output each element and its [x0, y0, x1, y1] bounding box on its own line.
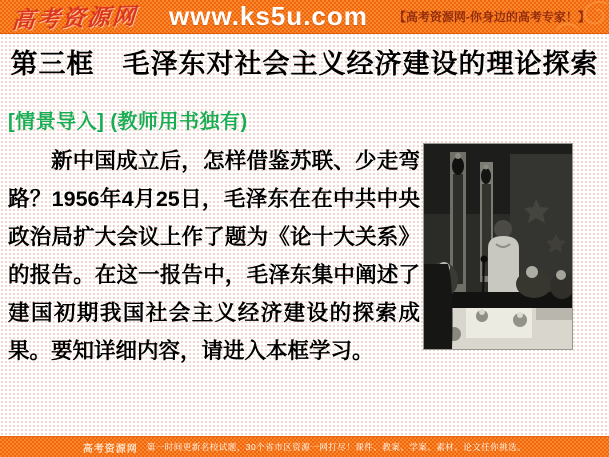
content-area	[0, 142, 609, 370]
ks5u-logo: 高考资源网	[10, 3, 138, 34]
intro-paragraph: 新中国成立后，怎样借鉴苏联、少走弯路？1956年4月25日，毛泽东在在中共中央政治局扩大会议上作了题为《论十大关系》的报告。在这一报告中，毛泽东集中阐述了建国初期我国社会主义经济建设的探索成果。要知详细内容，请进入本框学习。	[8, 149, 420, 363]
footer-slogan: 第一时间更新名校试题，30个省市区资源一网打尽！课件、教案、学案、素材、论文任你挑选。	[146, 442, 527, 452]
page-title: 第三框 毛泽东对社会主义经济建设的理论探索	[10, 49, 599, 79]
section-label: [情景导入] (教师用书独有)	[8, 111, 248, 133]
top-banner	[0, 0, 609, 34]
photo-mao-speech	[424, 144, 572, 349]
site-tagline: 【高考资源网-你身边的高考专家！】	[393, 10, 590, 24]
footer-brand: 高考资源网	[82, 443, 138, 455]
footer-banner	[0, 436, 609, 457]
title-bar	[0, 38, 609, 81]
site-url: www.ks5u.com	[169, 1, 368, 31]
